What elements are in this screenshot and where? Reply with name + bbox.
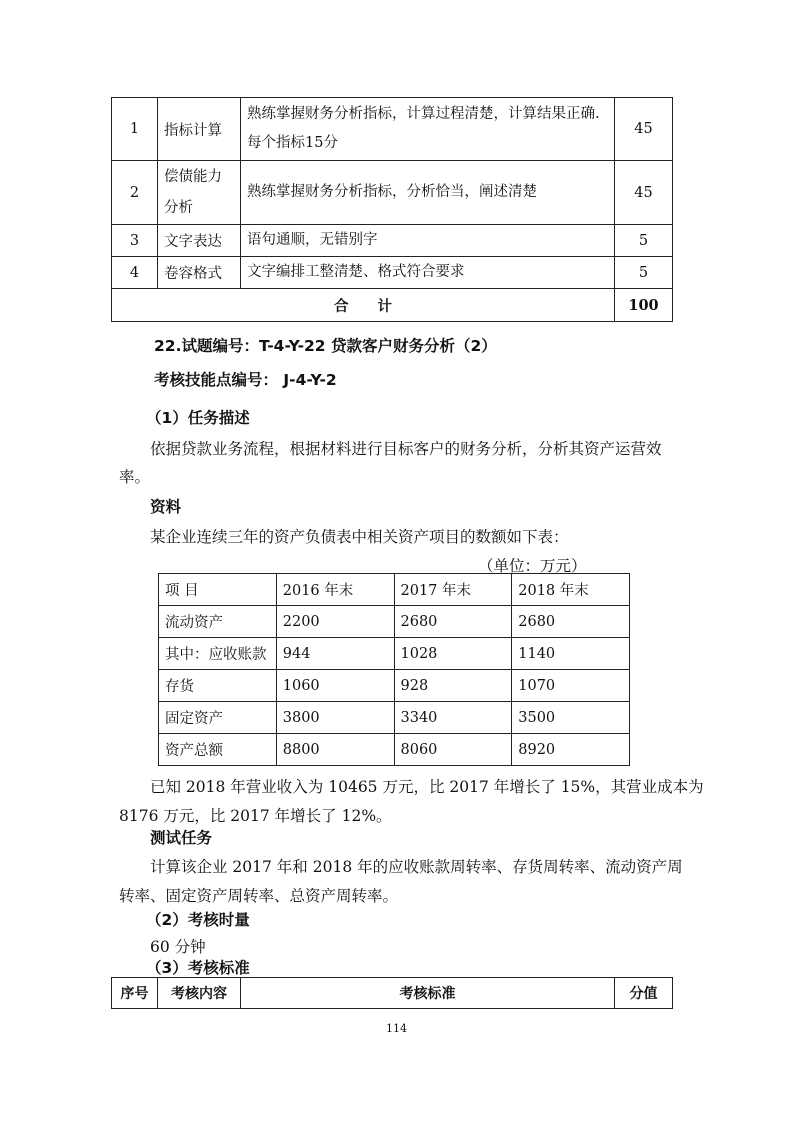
cell-value: 3500 (512, 702, 630, 734)
cell-value: 928 (394, 670, 512, 702)
test-task-line1: 计算该企业 2017 年和 2018 年的应收账款周转率、存货周转率、流动资产周 (150, 858, 683, 876)
table-row (112, 225, 673, 257)
table-row (159, 670, 630, 702)
table-row (159, 606, 630, 638)
skill-code: 考核技能点编号： J-4-Y-2 (154, 371, 337, 389)
table-header-row (112, 978, 673, 1009)
cell-value: 1140 (512, 638, 630, 670)
header-2017: 2017 年末 (394, 574, 512, 606)
cell-value: 1070 (512, 670, 630, 702)
header-item: 项 目 (159, 574, 277, 606)
cell-value: 3800 (276, 702, 394, 734)
section-standard-title: （3）考核标准 (146, 959, 250, 977)
header-score: 分值 (615, 978, 673, 1009)
cell-value: 8060 (394, 734, 512, 766)
table-row (159, 638, 630, 670)
test-task-title: 测试任务 (150, 829, 213, 847)
row-item: 卷容格式 (158, 257, 241, 289)
row-number: 4 (112, 257, 158, 289)
header-2018: 2018 年末 (512, 574, 630, 606)
cell-value: 2680 (394, 606, 512, 638)
cell-value: 1028 (394, 638, 512, 670)
page-number: 114 (386, 1022, 407, 1035)
total-score: 100 (615, 289, 673, 322)
cell-value: 944 (276, 638, 394, 670)
cell-item: 流动资产 (159, 606, 277, 638)
section-task-title: （1）任务描述 (146, 409, 250, 427)
table-row (112, 98, 673, 161)
table-row (159, 734, 630, 766)
row-number: 2 (112, 161, 158, 225)
row-criteria: 文字编排工整清楚、格式符合要求 (241, 257, 615, 289)
asset-table (158, 573, 630, 766)
row-criteria: 熟练掌握财务分析指标，分析恰当，阐述清楚 (241, 161, 615, 225)
material-intro: 某企业连续三年的资产负债表中相关资产项目的数额如下表： (150, 528, 569, 546)
row-score: 5 (615, 225, 673, 257)
known-info-line1: 已知 2018 年营业收入为 10465 万元，比 2017 年增长了 15%，其营业成本为 (150, 778, 704, 796)
test-task-line2: 转率、固定资产周转率、总资产周转率。 (119, 887, 399, 905)
header-content: 考核内容 (158, 978, 241, 1009)
cell-value: 1060 (276, 670, 394, 702)
row-criteria: 熟练掌握财务分析指标，计算过程清楚，计算结果正确.每个指标15分 (241, 98, 615, 161)
unit-note: （单位：万元） (478, 557, 587, 575)
table-row (159, 702, 630, 734)
total-label: 合 计 (112, 289, 615, 322)
known-info-line2: 8176 万元，比 2017 年增长了 12%。 (119, 807, 392, 825)
table-row (112, 161, 673, 225)
row-score: 45 (615, 98, 673, 161)
row-criteria: 语句通顺，无错别字 (241, 225, 615, 257)
duration-value: 60 分钟 (150, 938, 206, 956)
cell-value: 8800 (276, 734, 394, 766)
material-title: 资料 (150, 498, 182, 516)
cell-value: 3340 (394, 702, 512, 734)
cell-value: 2680 (512, 606, 630, 638)
row-number: 1 (112, 98, 158, 161)
task-description-line1: 依据贷款业务流程，根据材料进行目标客户的财务分析，分析其资产运营效 (150, 440, 662, 458)
cell-item: 资产总额 (159, 734, 277, 766)
task-description-line2: 率。 (119, 468, 151, 486)
row-score: 5 (615, 257, 673, 289)
header-criteria: 考核标准 (241, 978, 615, 1009)
row-item: 指标计算 (158, 98, 241, 161)
cell-value: 2200 (276, 606, 394, 638)
cell-value: 8920 (512, 734, 630, 766)
row-item: 偿债能力分析 (158, 161, 241, 225)
table-row (112, 257, 673, 289)
row-number: 3 (112, 225, 158, 257)
section-duration-title: （2）考核时量 (146, 911, 250, 929)
header-2016: 2016 年末 (276, 574, 394, 606)
row-score: 45 (615, 161, 673, 225)
cell-item: 固定资产 (159, 702, 277, 734)
scoring-table-header (111, 977, 673, 1009)
question-title: 22.试题编号：T-4-Y-22 贷款客户财务分析（2） (154, 337, 497, 355)
total-row (112, 289, 673, 322)
cell-item: 存货 (159, 670, 277, 702)
cell-item: 其中：应收账款 (159, 638, 277, 670)
header-no: 序号 (112, 978, 158, 1009)
scoring-table-top (111, 97, 673, 322)
row-item: 文字表达 (158, 225, 241, 257)
table-header-row (159, 574, 630, 606)
